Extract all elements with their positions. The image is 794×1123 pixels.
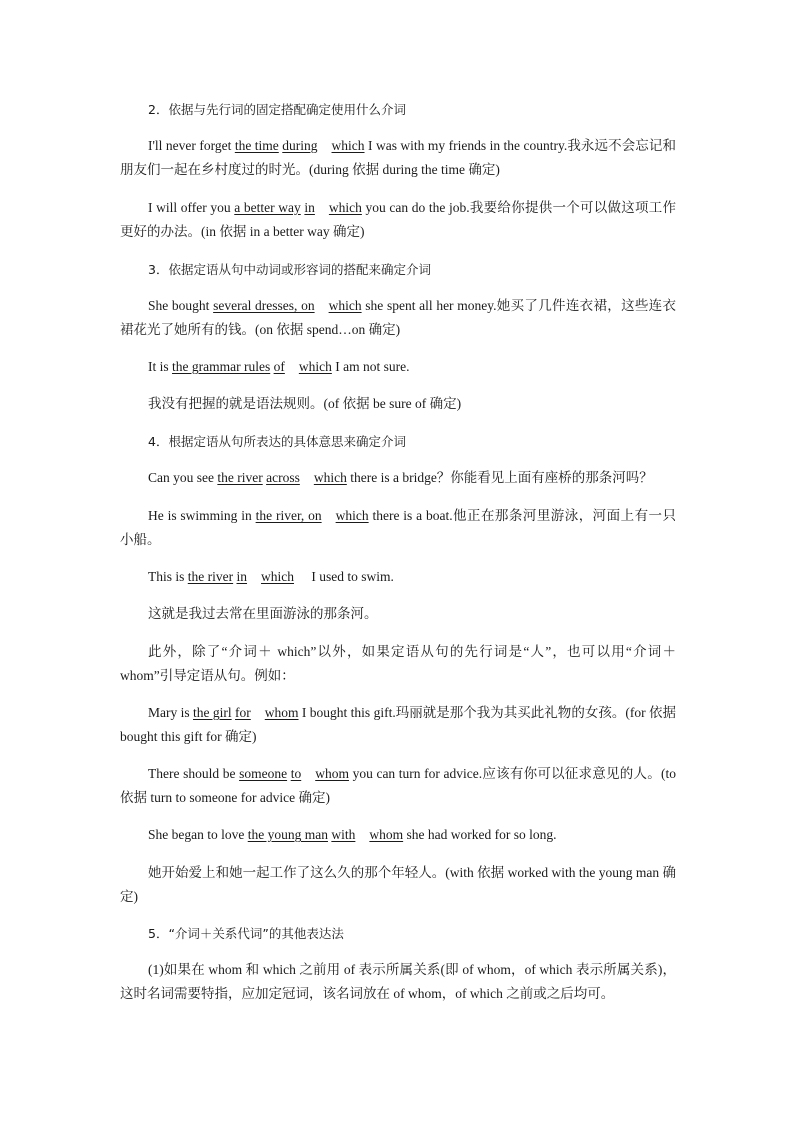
text: I used to swim. [308, 569, 394, 584]
text: She began to love [148, 827, 248, 842]
antecedent-preposition: several dresses, on [213, 298, 315, 313]
text: There should be [148, 766, 240, 781]
relative-pronoun: whom [264, 705, 299, 720]
preposition: to [290, 766, 302, 781]
antecedent: someone [239, 766, 288, 781]
text: there is a boat.他正在那条河里游泳，河面上有一只小船。 [120, 508, 677, 547]
preposition: with [331, 827, 356, 842]
translation-in-which-river: 这就是我过去常在里面游泳的那条河。 [148, 606, 378, 621]
text: you can turn for advice.应该有你可以征求意见的人。(to 依据 turn to someone for advice 确定) [120, 766, 676, 805]
example-of-which [120, 355, 676, 379]
antecedent: the young man [247, 827, 328, 842]
text: Mary is [148, 705, 194, 720]
text: It is [148, 359, 173, 374]
example-in-which [120, 196, 676, 244]
text: I bought this gift.玛丽就是那个我为其买此礼物的女孩。(for 依据 bought this gift for 确定) [120, 705, 676, 744]
antecedent: the river [217, 470, 263, 485]
relative-pronoun: which [313, 470, 347, 485]
section-4-heading: 4．根据定语从句所表达的具体意思来确定介词 [148, 434, 406, 449]
rule-of-whom-of-which: (1)如果在 whom 和 which 之前用 of 表示所属关系(即 of whom，of which 表示所属关系)，这时名词需要特指，应加定冠词，该名词放在 of whom，of which 之前或之后均可。 [120, 962, 676, 1001]
preposition: in [304, 200, 315, 215]
relative-pronoun: which [261, 569, 295, 584]
text: I'll never forget [148, 138, 235, 153]
example-in-which-river [120, 565, 676, 589]
section-3-heading: 3．依据定语从句中动词或形容词的搭配来确定介词 [148, 262, 431, 277]
translation-with-whom: 她开始爱上和她一起工作了这么久的那个年轻人。(with 依据 worked with the young man 确定) [120, 865, 676, 904]
relative-pronoun: which [331, 138, 365, 153]
antecedent: the river [187, 569, 234, 584]
text: she had worked for so long. [403, 827, 557, 842]
example-across-which [120, 466, 676, 490]
relative-pronoun: which [328, 200, 362, 215]
text: I was with my friends in the country.我永远不会忘记和朋友们一起在乡村度过的时光。(during 依据 during the time 确定) [120, 138, 676, 177]
text: She bought [148, 298, 214, 313]
relative-pronoun: which [328, 298, 362, 313]
preposition: during [282, 138, 318, 153]
example-on-which [120, 294, 676, 342]
note-whom: 此外，除了“介词＋ which”以外，如果定语从句的先行词是“人”，也可以用“介词＋whom”引导定语从句。例如： [120, 644, 676, 683]
antecedent: the grammar rules [172, 359, 271, 374]
relative-pronoun: which [335, 508, 369, 523]
preposition: for [235, 705, 251, 720]
antecedent-preposition: the river, on [255, 508, 322, 523]
antecedent: a better way [234, 200, 301, 215]
text: I am not sure. [331, 359, 410, 374]
relative-pronoun: whom [369, 827, 404, 842]
preposition: across [266, 470, 300, 485]
example-for-whom [120, 701, 676, 749]
section-2-heading: 2．依据与先行词的固定搭配确定使用什么介词 [148, 102, 406, 117]
translation-of-which: 我没有把握的就是语法规则。(of 依据 be sure of 确定) [148, 396, 462, 411]
antecedent: the time [234, 138, 279, 153]
relative-pronoun: whom [315, 766, 349, 781]
example-with-whom [120, 823, 676, 847]
preposition: in [236, 569, 248, 584]
text: Can you see [148, 470, 218, 485]
relative-pronoun: which [298, 359, 332, 374]
text: He is swimming in [148, 508, 256, 523]
example-to-whom [120, 762, 676, 810]
preposition: of [273, 359, 285, 374]
text: you can do the job.我要给你提供一个可以做这项工作更好的办法。(in 依据 in a better way 确定) [120, 200, 677, 239]
example-on-which-boat [120, 504, 676, 552]
text: she spent all her money.她买了几件连衣裙，这些连衣裙花光了她所有的钱。(on 依据 spend…on 确定) [120, 298, 676, 337]
antecedent: the girl [193, 705, 232, 720]
example-during-which [120, 134, 676, 182]
text: This is [148, 569, 188, 584]
section-5-heading: 5．“介词＋关系代词”的其他表达法 [148, 926, 344, 941]
text: there is a bridge？你能看见上面有座桥的那条河吗？ [346, 470, 653, 485]
text: I will offer you [148, 200, 235, 215]
